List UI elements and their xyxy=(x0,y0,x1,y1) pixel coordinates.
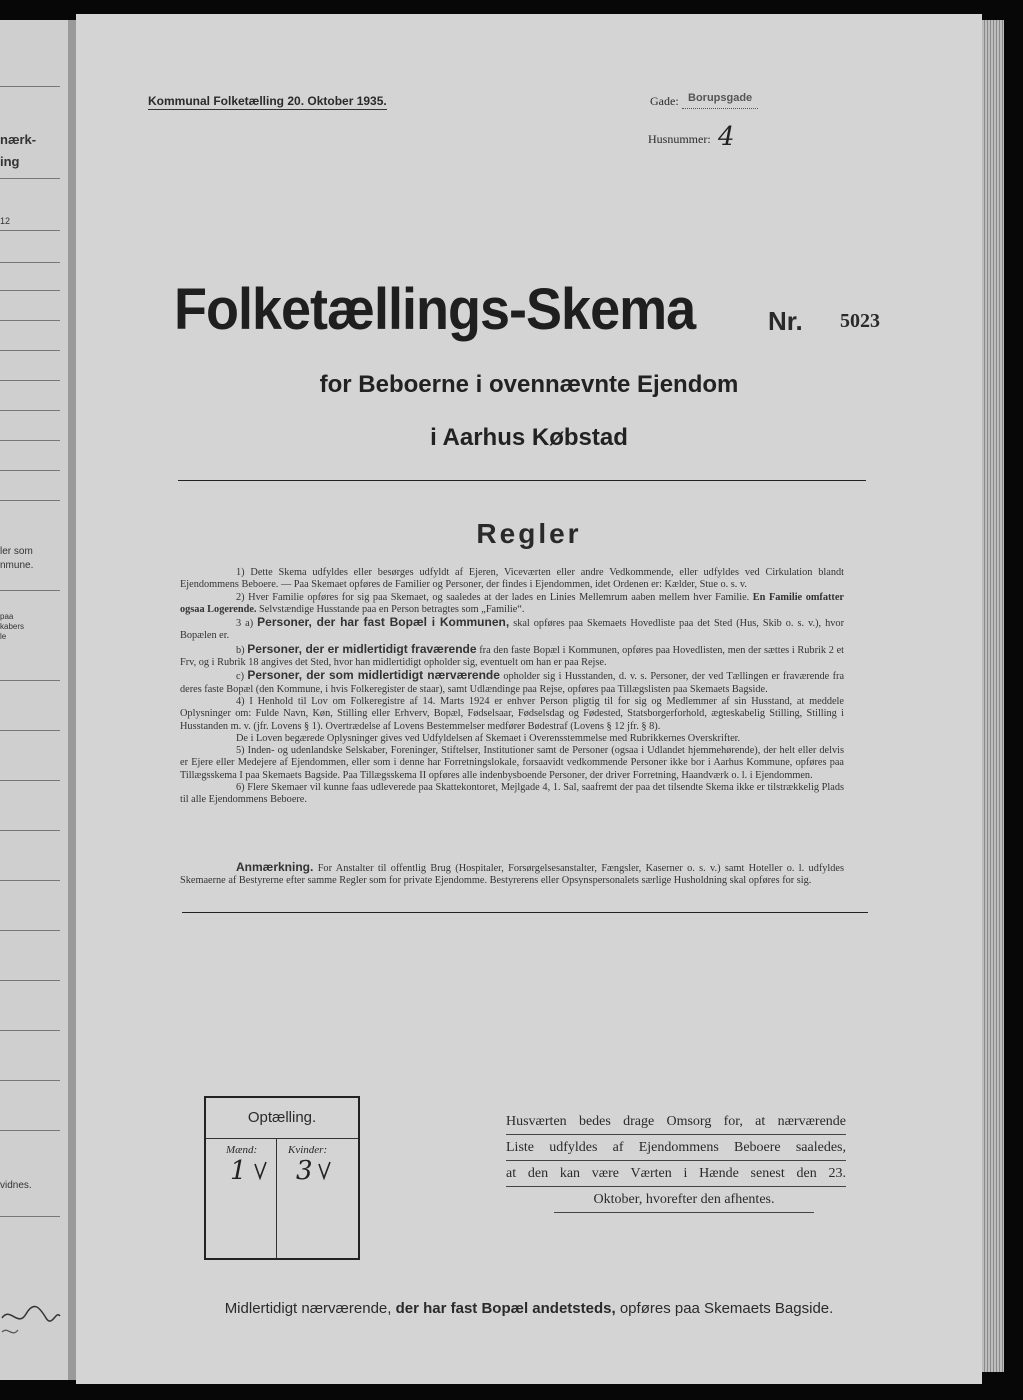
left-page-text: ler som xyxy=(0,546,33,557)
left-page-line xyxy=(0,230,60,231)
notice-line: Husværten bedes drage Omsorg for, at nærværende xyxy=(506,1110,846,1135)
women-count-label: Kvinder: xyxy=(288,1144,328,1156)
check-mark-icon xyxy=(252,1160,272,1184)
rule-3b: b) Personer, der er midlertidigt fraværende fra den faste Bopæl i Kommunen, opføres paa Hovedlisten, men der sættes i Rubrik 2 et Frv, og i Rubrik 18 angives det Sted, hvor han midlertidigt opholder sig, eventuelt om han er paa Rejse. xyxy=(180,641,844,669)
left-page-line xyxy=(0,1030,60,1031)
left-page-line xyxy=(0,980,60,981)
left-page-line xyxy=(0,880,60,881)
remark-label: Anmærkning. xyxy=(236,860,314,874)
form-number-label: Nr. xyxy=(768,306,803,336)
rules-heading: Regler xyxy=(476,518,582,549)
left-page-line xyxy=(0,380,60,381)
left-page-line xyxy=(0,320,60,321)
rule-3c: c) Personer, der som midlertidigt nærværende opholder sig i Husstanden, d. v. s. Personer, der ved Tællingen er fraværende fra deres faste Bopæl (den Kommune, i hvis Folkeregister de staar), samt Udlændinge paa Rejse, opføres paa Tillægslisten paa Skemaets Bagside. xyxy=(180,668,845,695)
form-number-value: 5023 xyxy=(840,310,880,332)
rules-text xyxy=(180,567,844,807)
rule-3a: 3 a) Personer, der har fast Bopæl i Kommunen, skal opføres paa Skemaets Hovedliste paa det Sted (Hus, Skib o. s. v.), hvor Bopælen er. xyxy=(180,615,845,642)
form-subtitle-1: for Beboerne i ovennævnte Ejendom xyxy=(319,371,739,398)
left-page-line xyxy=(0,290,60,291)
men-count-value: 1 xyxy=(230,1156,247,1186)
divider-rule xyxy=(182,912,868,913)
notice-line: at den kan være Værten i Hænde senest den 23. xyxy=(506,1162,846,1187)
left-page-text: vidnes. xyxy=(0,1180,32,1191)
rule-6: 6) Flere Skemaer vil kunne faas udleverede paa Skattekontoret, Mejlgade 4, 1. Sal, saafremt der paa det tilsendte Skema ikke er tilstrækkelig Plads til alle Ejendommens Beboere. xyxy=(180,782,844,806)
form-subtitle-2: i Aarhus Købstad xyxy=(430,424,628,451)
left-page-text: paa xyxy=(0,612,14,621)
form-title: Folketællings-Skema xyxy=(174,277,696,342)
landlord-notice xyxy=(506,1110,846,1214)
left-page-text: ing xyxy=(0,154,20,169)
left-page-text: le xyxy=(0,632,7,641)
left-page-line xyxy=(0,680,60,681)
gade-label: Gade: xyxy=(650,94,679,108)
rule-4: 4) I Henhold til Lov om Folkeregistre af 14. Marts 1924 er enhver Person pligtig til for sig og Medlemmer af sin Husstand, at meddele Oplysninger om: Fulde Navn, Køn, Stilling eller Erhverv, Bopæl, Fødselsaar, Fødselsdag og Fødested, Statsborgerforhold, ægteskabelig Stilling, Stilling i Husstanden m. v. (jfr. Lovens § 1). Overtrædelse af Lovens Bestemmelser medfører Bødestraf (Lovens § 12 jfr. § 8). xyxy=(180,695,844,732)
left-page-line xyxy=(0,1130,60,1131)
left-page-strip xyxy=(0,20,68,1380)
divider-rule xyxy=(178,480,866,481)
notice-line: Liste udfyldes af Ejendommens Beboere saaledes, xyxy=(506,1136,846,1161)
left-page-line xyxy=(0,410,60,411)
left-page-text: nmune. xyxy=(0,560,34,571)
left-page-line xyxy=(0,350,60,351)
remark-text: Anmærkning. For Anstalter til offentlig Brug (Hospitaler, Forsørgelsesanstalter, Fængsler, Kaserner o. s. v.) samt Hoteller o. l. udfyldes Skemaerne af Bestyrerne efter samme Regler som for private Ejendomme. Bestyrerens eller Opsynspersonalets særlige Husholdning skal opføres for sig. xyxy=(180,860,845,887)
page-spine xyxy=(68,20,76,1380)
left-page-text: nærk- xyxy=(0,132,37,147)
husnummer-value: 4 xyxy=(718,122,735,152)
left-page-line xyxy=(0,1216,60,1217)
rule-1: 1) Dette Skema udfyldes eller besørges udfyldt af Ejeren, Viceværten eller andre Vedkommende, eller udfyldes ved Cirkulation blandt Ejendommens Beboere. — Paa Skemaet opføres de Familier og Personer, der findes i Ejendommen, idet Ordenen er: Kælder, Stue o. s. v. xyxy=(180,567,844,591)
left-page-line xyxy=(0,86,60,87)
count-box-divider xyxy=(276,1139,277,1258)
rule-2: 2) Hver Familie opføres for sig paa Skemaet, og saaledes at der lades en Linies Mellemrum aaben mellem hver Familie. En Familie omfatter ogsaa Logerende. Selvstændige Husstande paa en Person betragtes som „Familie“. xyxy=(180,591,844,615)
check-mark-icon xyxy=(316,1160,336,1184)
left-page-line xyxy=(0,930,60,931)
left-page-signature-mark xyxy=(0,1288,64,1348)
left-page-line xyxy=(0,262,60,263)
page-edges xyxy=(982,20,1004,1372)
notice-line: Oktober, hvorefter den afhentes. xyxy=(554,1188,814,1213)
rule-5: 5) Inden- og udenlandske Selskaber, Foreninger, Stiftelser, Institutioner samt de Personer (ogsaa i Udlandet hjemmehørende), der helt eller delvis er Ejere eller Medejere af Ejendommen, eller som i denne har Forretningslokale, forsaavidt vedkommende Personer ikke bor i Aarhus Kommune, opføres paa Tillægsskema I paa Skemaets Bagside. Paa Tillægsskema II opføres alle indenbysboende Personer, der driver Forretning, Haandværk o. l. i Ejendommen. xyxy=(180,745,844,781)
left-page-line xyxy=(0,178,60,179)
left-page-text: 12 xyxy=(0,216,11,226)
left-page-line xyxy=(0,1080,60,1081)
left-page-line xyxy=(0,500,60,501)
husnummer-label: Husnummer: xyxy=(648,132,711,146)
left-page-line xyxy=(0,780,60,781)
left-page-text: kabers xyxy=(0,622,25,631)
count-box-title: Optælling. xyxy=(206,1098,358,1139)
left-page-line xyxy=(0,830,60,831)
left-page-line xyxy=(0,470,60,471)
left-page-line xyxy=(0,590,60,591)
women-count-value: 3 xyxy=(296,1156,313,1186)
census-header-title: Kommunal Folketælling 20. Oktober 1935. xyxy=(148,94,387,108)
rule-4b: De i Loven begærede Oplysninger gives ved Udfyldelsen af Skemaet i Overensstemmelse med Rubrikkernes Overskrifter. xyxy=(236,732,741,744)
gade-value: Borupsgade xyxy=(688,92,753,104)
census-form-page xyxy=(76,14,982,1384)
gade-underline xyxy=(682,108,758,109)
footer-note: Midlertidigt nærværende, der har fast Bopæl andetsteds, opføres paa Skemaets Bagside. xyxy=(224,1300,834,1317)
left-page-line xyxy=(0,440,60,441)
men-count-label: Mænd: xyxy=(226,1144,258,1156)
count-box xyxy=(204,1096,360,1260)
left-page-line xyxy=(0,730,60,731)
